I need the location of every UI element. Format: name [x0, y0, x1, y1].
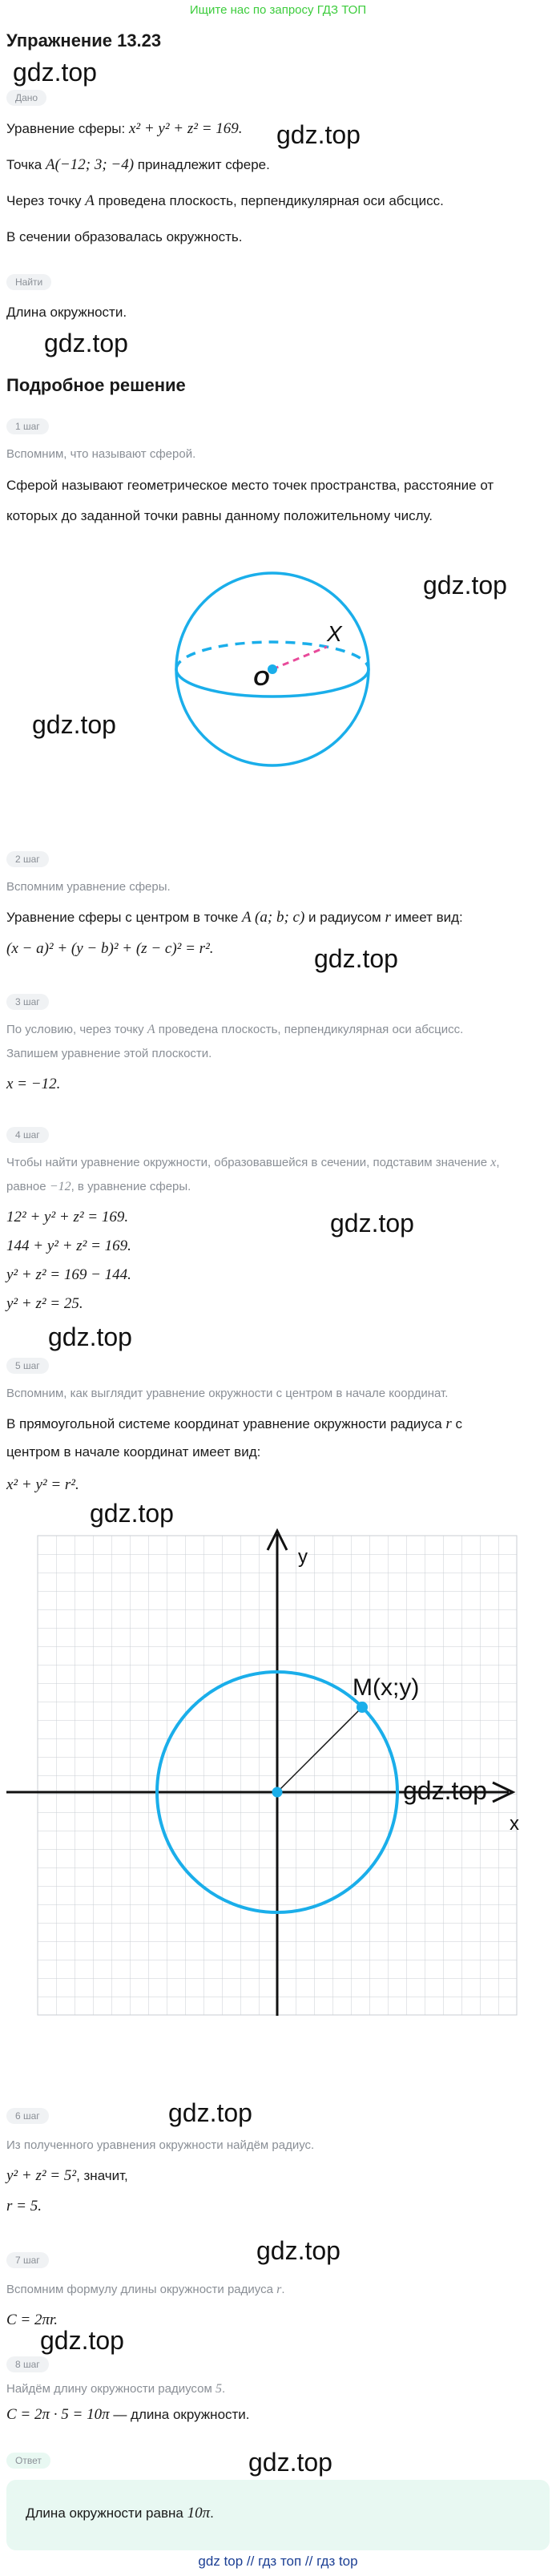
- step-hint: По условию, через точку A проведена плоскость, перпендикулярная оси абсцисс.: [6, 1023, 464, 1036]
- given-section: В сечении образовалась окружность.: [6, 229, 243, 244]
- radius-line: [272, 647, 327, 669]
- step-hint: Найдём длину окружности радиусом 5.: [6, 2382, 226, 2396]
- step-badge: 4 шаг: [6, 1127, 49, 1143]
- point-m: [357, 1702, 368, 1713]
- radius-value: r = 5.: [6, 2198, 42, 2215]
- step-text: Уравнение сферы с центром в точке A (a; b; c) и радиусом r имеет вид:: [6, 909, 463, 926]
- center-label: O: [253, 666, 270, 690]
- watermark: gdz.top: [13, 58, 97, 87]
- step-badge: 3 шаг: [6, 994, 49, 1010]
- answer-text: Длина окружности равна 10π.: [26, 2505, 214, 2521]
- watermark: gdz.top: [330, 1209, 414, 1238]
- given-point: Точка A(−12; 3; −4) принадлежит сфере.: [6, 156, 270, 173]
- step-badge: 1 шаг: [6, 418, 49, 434]
- step-hint: Вспомним, как выглядит уравнение окружности с центром в начале координат.: [6, 1387, 449, 1400]
- radius-equation: y² + z² = 5², значит,: [6, 2167, 128, 2184]
- step-hint: Вспомним формулу длины окружности радиуса r.: [6, 2283, 285, 2296]
- plane-formula: x = −12.: [6, 1076, 61, 1092]
- step-text: Сферой называют геометрическое место точек пространства, расстояние от: [6, 478, 494, 493]
- find-text: Длина окружности.: [6, 305, 127, 320]
- sphere-formula: (x − a)² + (y − b)² + (z − c)² = r².: [6, 940, 214, 957]
- formula-line: 12² + y² + z² = 169.: [6, 1209, 129, 1225]
- watermark: gdz.top: [403, 1776, 487, 1805]
- step-text: центром в начале координат имеет вид:: [6, 1444, 261, 1460]
- formula-line: 144 + y² + z² = 169.: [6, 1238, 131, 1254]
- watermark: gdz.top: [168, 2098, 252, 2127]
- point-m-label: M(x;y): [353, 1674, 420, 1701]
- step-hint: Запишем уравнение этой плоскости.: [6, 1047, 212, 1060]
- watermark: gdz.top: [40, 2326, 124, 2355]
- step-text: В прямоугольной системе координат уравнение окружности радиуса r с: [6, 1415, 463, 1432]
- step-badge: 2 шаг: [6, 851, 49, 867]
- step-badge: 5 шаг: [6, 1358, 49, 1374]
- watermark: gdz.top: [276, 120, 361, 149]
- step-hint: равное −12, в уравнение сферы.: [6, 1180, 191, 1193]
- circle-formula: x² + y² = r².: [6, 1476, 79, 1493]
- page-title: Упражнение 13.23: [6, 30, 162, 50]
- x-axis-label: x: [510, 1813, 519, 1835]
- watermark: gdz.top: [44, 329, 128, 357]
- step-hint: Вспомним, что называют сферой.: [6, 447, 196, 461]
- step-badge: 7 шаг: [6, 2252, 49, 2268]
- circumference-formula: C = 2πr.: [6, 2312, 58, 2328]
- final-calculation: C = 2π · 5 = 10π — длина окружности.: [6, 2406, 250, 2423]
- answer-badge: Ответ: [6, 2453, 50, 2469]
- given-plane: Через точку A проведена плоскость, перпендикулярная оси абсцисс.: [6, 192, 444, 209]
- formula-line: y² + z² = 169 − 144.: [6, 1266, 131, 1283]
- watermark: gdz.top: [248, 2448, 332, 2477]
- watermark: gdz.top: [32, 710, 116, 739]
- watermark: gdz.top: [48, 1322, 132, 1351]
- given-sphere-equation: Уравнение сферы: x² + y² + z² = 169.: [6, 120, 243, 137]
- step-hint: Вспомним уравнение сферы.: [6, 880, 171, 894]
- watermark: gdz.top: [90, 1499, 174, 1528]
- find-badge: Найти: [6, 274, 51, 290]
- top-search-link[interactable]: Ищите нас по запросу ГДЗ ТОП: [189, 3, 367, 17]
- step-badge: 8 шаг: [6, 2356, 49, 2372]
- footer-links[interactable]: gdz top // гдз топ // гдз top: [198, 2554, 358, 2569]
- solution-heading: Подробное решение: [6, 375, 186, 395]
- step-hint: Из полученного уравнения окружности найдём радиус.: [6, 2138, 315, 2152]
- step-badge: 6 шаг: [6, 2108, 49, 2124]
- given-badge: Дано: [6, 90, 46, 106]
- watermark: gdz.top: [314, 944, 398, 973]
- formula-line: y² + z² = 25.: [6, 1295, 83, 1312]
- watermark: gdz.top: [256, 2236, 340, 2265]
- origin-point: [272, 1787, 283, 1798]
- watermark: gdz.top: [423, 571, 507, 600]
- sphere-figure: [160, 561, 385, 777]
- step-hint: Чтобы найти уравнение окружности, образовавшейся в сечении, подставим значение x,: [6, 1156, 500, 1169]
- step-text: которых до заданной точки равны данному положительному числу.: [6, 508, 433, 523]
- radius-label: X: [327, 621, 342, 646]
- y-axis-label: y: [298, 1546, 308, 1568]
